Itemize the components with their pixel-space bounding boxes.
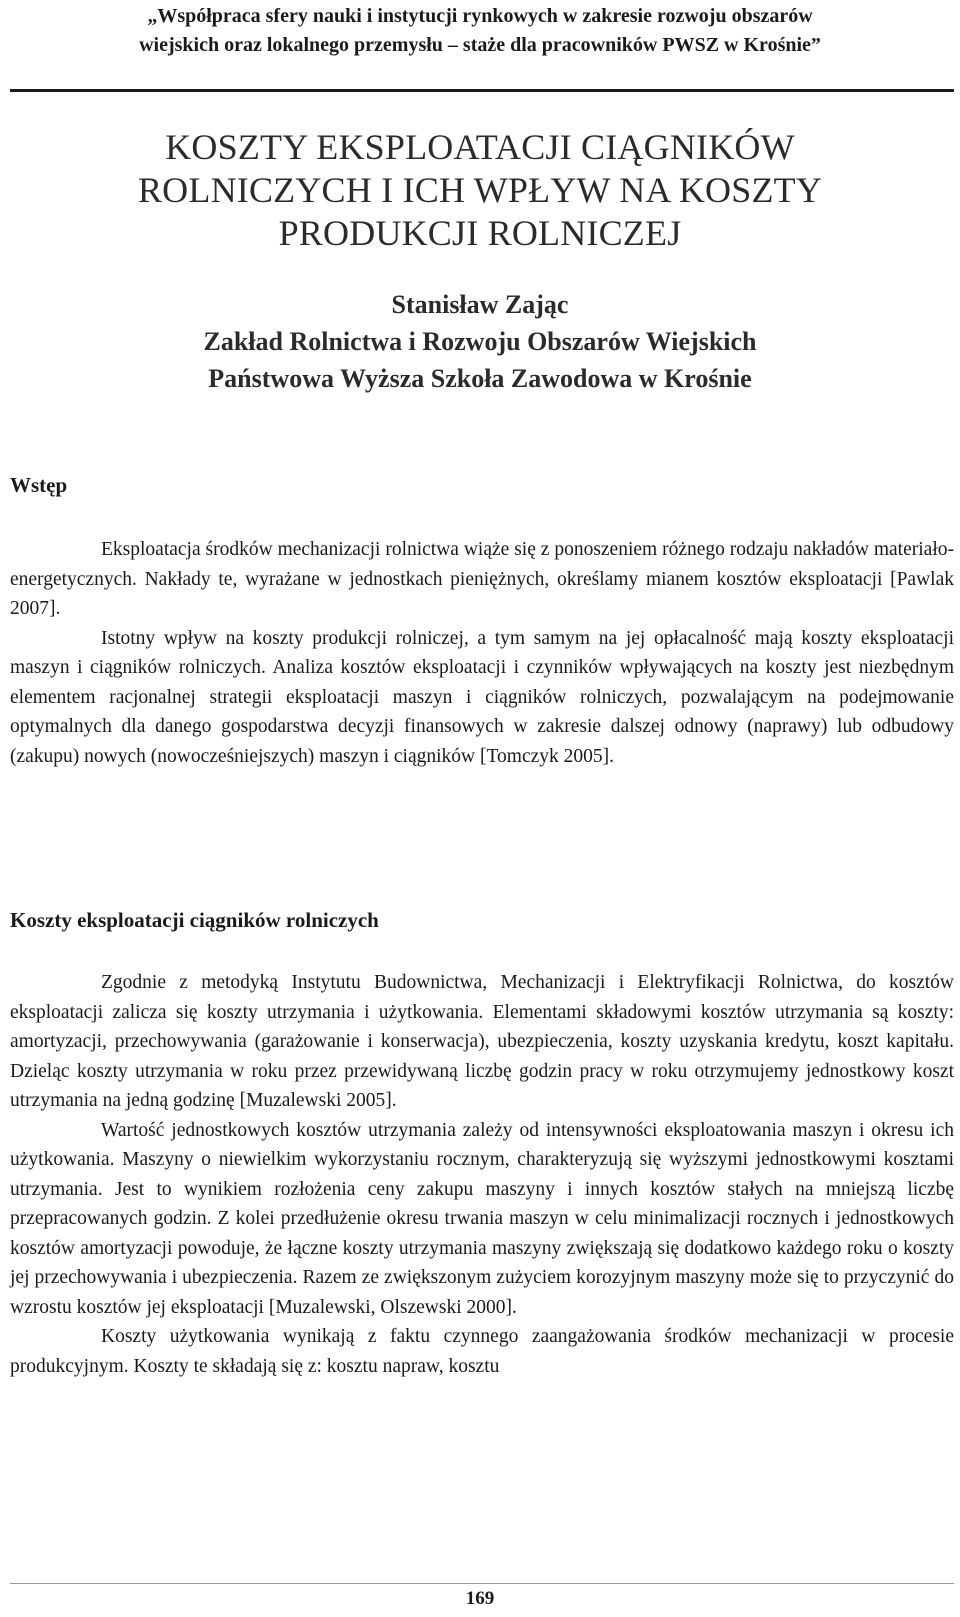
- section-body-costs: [10, 968, 954, 1381]
- footer-divider: [10, 1583, 954, 1584]
- header-divider: [10, 89, 954, 92]
- paper-title: [0, 126, 960, 255]
- section-heading-costs: Koszty eksploatacji ciągników rolniczych: [10, 908, 379, 932]
- paragraph: Wartość jednostkowych kosztów utrzymania zależy od intensywności eksploatowania maszyn i okresu ich użytkowania. Maszyny o niewielkim wykorzystaniu rocznym, charakteryzują się wyższymi jednostkowymi kosztami utrzymania. Jest to wynikiem rozłożenia ceny zakupu maszyny i innych kosztów stałych na mniejszą liczbę przepracowanych godzin. Z kolei przedłużenie okresu trwania maszyn w celu minimalizacji rocznych i jednostkowych kosztów amortyzacji powoduje, że łączne koszty utrzymania maszyny zwiększają się dodatkowo każdego roku o koszty jej przechowywania i ubezpieczenia. Razem ze zwiększonym zużyciem korozyjnym maszyny może się to przyczynić do wzrostu kosztów jej eksploatacji [Muzalewski, Olszewski 2000].: [10, 1119, 954, 1318]
- paper-title-line-2: ROLNICZYCH I ICH WPŁYW NA KOSZTY: [137, 170, 823, 210]
- author-name: Stanisław Zając: [391, 290, 569, 319]
- paragraph: Koszty użytkowania wynikają z faktu czynnego zaangażowania środków mechanizacji w procesie produkcyjnym. Koszty te składają się z: kosztu napraw, kosztu: [10, 1326, 954, 1377]
- author-block: [0, 286, 960, 397]
- section-heading-intro: Wstęp: [10, 473, 68, 497]
- author-institution: Państwowa Wyższa Szkoła Zawodowa w Krośnie: [208, 364, 752, 393]
- author-department: Zakład Rolnictwa i Rozwoju Obszarów Wiejskich: [203, 327, 757, 356]
- section-body-intro: [10, 535, 954, 771]
- paper-title-line-1: KOSZTY EKSPLOATACJI CIĄGNIKÓW: [165, 127, 795, 167]
- paper-title-line-3: PRODUKCJI ROLNICZEJ: [278, 213, 682, 253]
- paragraph: Eksploatacja środków mechanizacji rolnictwa wiąże się z ponoszeniem różnego rodzaju nakładów materiało-energetycznych. Nakłady te, wyrażane w jednostkach pieniężnych, określamy mianem kosztów eksploatacji [Pawlak 2007].: [10, 539, 954, 619]
- running-header-line-2: wiejskich oraz lokalnego przemysłu – staże dla pracowników PWSZ w Krośnie”: [139, 34, 821, 56]
- paragraph: Zgodnie z metodyką Instytutu Budownictwa, Mechanizacji i Elektryfikacji Rolnictwa, do kosztów eksploatacji zalicza się koszty utrzymania i użytkowania. Elementami składowymi kosztów utrzymania są koszty: amortyzacji, przechowywania (garażowanie i konserwacja), ubezpieczenia, koszty uzyskania kredytu, koszt kapitału. Dzieląc koszty utrzymania w roku przez przewidywaną liczbę godzin pracy w roku otrzymujemy jednostkowy koszt utrzymania na jedną godzinę [Muzalewski 2005].: [10, 972, 954, 1111]
- running-header-line-1: „Współpraca sfery nauki i instytucji rynkowych w zakresie rozwoju obszarów: [147, 5, 813, 27]
- paragraph: Istotny wpływ na koszty produkcji rolniczej, a tym samym na jej opłacalność mają koszty eksploatacji maszyn i ciągników rolniczych. Analiza kosztów eksploatacji i czynników wpływających na koszty jest niezbędnym elementem racjonalnej strategii eksploatacji maszyn i ciągników rolniczych, pozwalającym na podejmowanie optymalnych dla danego gospodarstwa decyzji finansowych w zakresie dalszej odnowy (naprawy) lub odbudowy (zakupu) nowych (nowocześniejszych) maszyn i ciągników [Tomczyk 2005].: [10, 627, 954, 767]
- page-number: 169: [465, 1588, 495, 1609]
- running-header: [0, 0, 960, 60]
